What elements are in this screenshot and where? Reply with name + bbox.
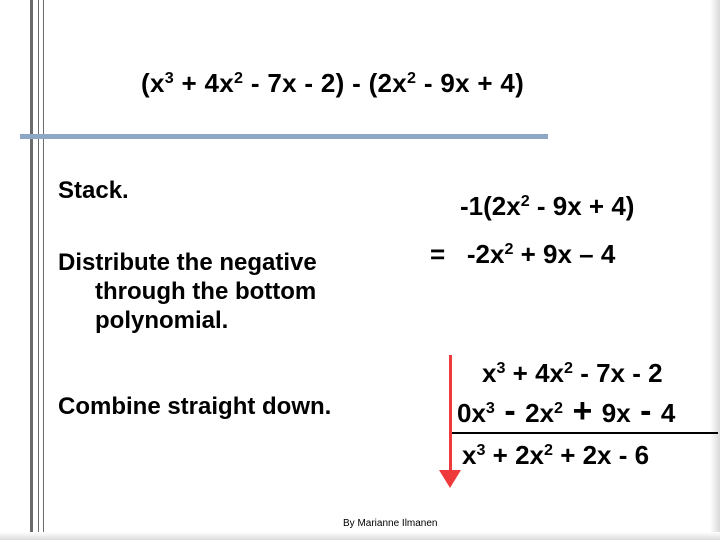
bottom-shadow [0, 532, 720, 540]
title-divider [20, 134, 548, 139]
step-stack: Stack. [58, 177, 129, 204]
down-arrow-icon [439, 470, 461, 488]
stack-row-bottom: $0x^3 - 2x^2 + 9x - 4$ [457, 392, 676, 430]
slide-title: $(x^3 + 4x^2 - 7x - 2) - (2x^2 - 9x + 4)$ [141, 68, 525, 98]
stack-row-top: $x^3 + 4x^2 - 7x - 2$ [482, 358, 663, 388]
step-distribute-line-2: through the bottom [95, 278, 317, 305]
step-distribute [58, 248, 317, 335]
step-combine: Combine straight down. [58, 393, 332, 420]
stack-row-sum: $x^3 + 2x^2 + 2x - 6$ [462, 440, 650, 470]
right-shadow [710, 0, 720, 540]
distributed-result: = $-2x^2 + 9x - 4$ [430, 239, 616, 269]
step-distribute-line-1: Distribute the negative [58, 249, 317, 276]
down-arrow-shaft [449, 355, 452, 473]
sum-underline [452, 432, 718, 434]
step-distribute-line-3: polynomial. [95, 307, 229, 334]
left-rule-2 [38, 0, 39, 540]
distribute-expression: $-1(2x^2 - 9x + 4)$ [460, 191, 635, 221]
left-rule-1 [30, 0, 33, 540]
left-rule-3 [43, 0, 44, 540]
author-credit: By Marianne Ilmanen [343, 518, 438, 529]
